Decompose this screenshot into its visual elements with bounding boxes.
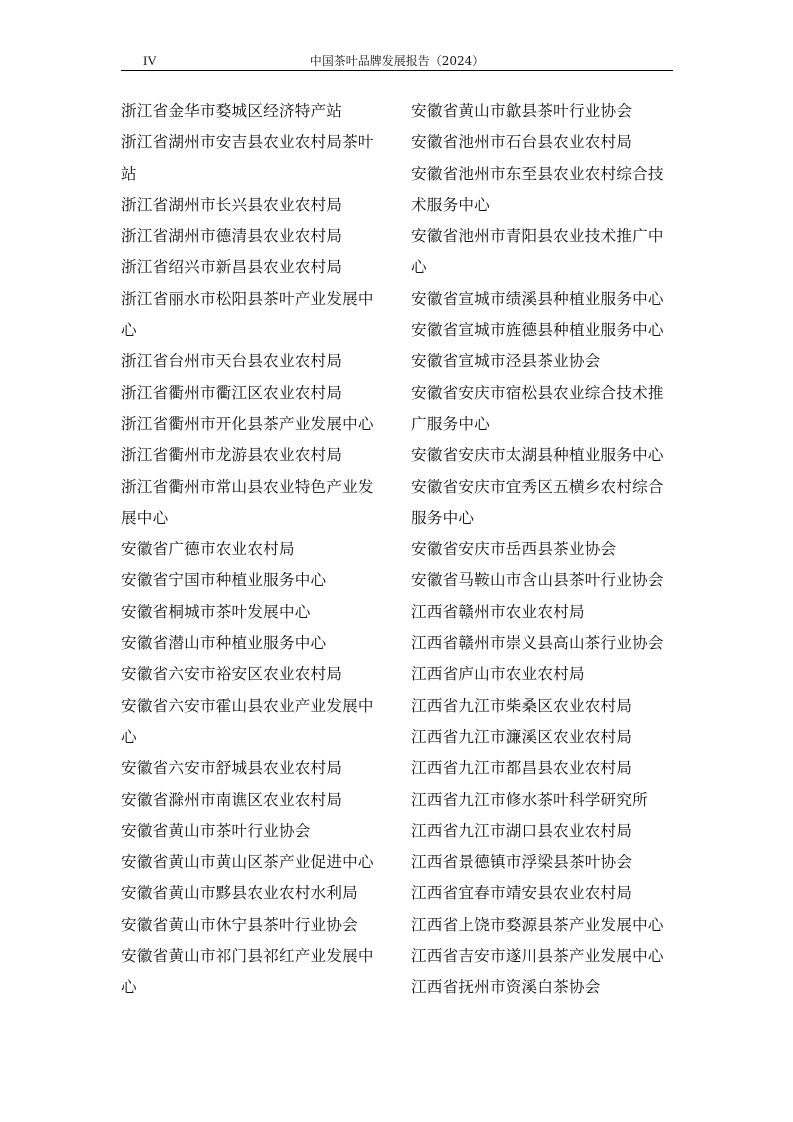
list-item: 安徽省六安市舒城县农业农村局 bbox=[121, 759, 343, 778]
list-item: 江西省景德镇市浮梁县茶叶协会 bbox=[411, 853, 633, 872]
list-item: 浙江省台州市天台县农业农村局 bbox=[121, 352, 343, 371]
list-item: 浙江省衢州市开化县茶产业发展中心 bbox=[121, 414, 374, 433]
list-item: 江西省九江市湖口县农业农村局 bbox=[411, 821, 633, 840]
list-item: 江西省九江市修水茶叶科学研究所 bbox=[411, 790, 648, 809]
list-item: 安徽省安庆市太湖县种植业服务中心 bbox=[411, 446, 664, 465]
list-item: 江西省宜春市靖安县农业农村局 bbox=[411, 884, 633, 903]
list-item: 安徽省六安市裕安区农业农村局 bbox=[121, 665, 343, 684]
list-item: 安徽省安庆市宜秀区五横乡农村综合服务中心 bbox=[411, 477, 664, 527]
list-item: 安徽省池州市青阳县农业技术推广中心 bbox=[411, 227, 664, 277]
list-item: 安徽省广德市农业农村局 bbox=[121, 540, 295, 559]
right-column-list bbox=[411, 96, 679, 1004]
list-item: 安徽省黄山市休宁县茶叶行业协会 bbox=[121, 915, 358, 934]
list-item: 安徽省黄山市祁门县祁红产业发展中心 bbox=[121, 947, 374, 997]
list-item: 江西省上饶市婺源县茶产业发展中心 bbox=[411, 915, 664, 934]
list-item: 浙江省绍兴市新昌县农业农村局 bbox=[121, 258, 343, 277]
list-item: 江西省抚州市资溪白茶协会 bbox=[411, 978, 601, 997]
list-item: 浙江省丽水市松阳县茶叶产业发展中心 bbox=[121, 289, 374, 340]
list-item: 安徽省黄山市黟县农业农村水利局 bbox=[121, 884, 358, 903]
list-item: 安徽省池州市东至县农业农村综合技术服务中心 bbox=[411, 164, 664, 214]
list-item: 安徽省六安市霍山县农业产业发展中心 bbox=[121, 696, 374, 746]
list-item: 安徽省马鞍山市含山县茶叶行业协会 bbox=[411, 571, 664, 590]
list-item: 浙江省衢州市龙游县农业农村局 bbox=[121, 446, 343, 465]
running-title: 中国茶叶品牌发展报告（2024） bbox=[309, 54, 485, 68]
list-item: 安徽省宣城市泾县茶业协会 bbox=[411, 352, 601, 371]
list-item: 安徽省潜山市种植业服务中心 bbox=[121, 634, 327, 653]
list-item: 江西省吉安市遂川县茶产业发展中心 bbox=[411, 947, 664, 966]
list-item: 江西省庐山市农业农村局 bbox=[411, 665, 585, 684]
list-item: 浙江省衢州市衢江区农业农村局 bbox=[121, 383, 343, 402]
list-item: 浙江省湖州市长兴县农业农村局 bbox=[121, 195, 343, 214]
list-item: 浙江省湖州市德清县农业农村局 bbox=[121, 227, 343, 246]
list-item: 江西省赣州市崇义县高山茶行业协会 bbox=[411, 634, 664, 653]
list-item: 安徽省滁州市南谯区农业农村局 bbox=[121, 790, 343, 809]
left-column-list bbox=[121, 96, 389, 1004]
list-item: 安徽省宁国市种植业服务中心 bbox=[121, 571, 327, 590]
list-item: 安徽省宣城市绩溪县种植业服务中心 bbox=[411, 289, 664, 308]
list-item: 安徽省黄山市歙县茶叶行业协会 bbox=[411, 102, 633, 120]
list-item: 安徽省黄山市黄山区茶产业促进中心 bbox=[121, 853, 374, 872]
list-item: 浙江省湖州市安吉县农业农村局茶叶站 bbox=[121, 133, 374, 183]
list-item: 江西省九江市都昌县农业农村局 bbox=[411, 759, 633, 778]
list-item: 江西省九江市濂溪区农业农村局 bbox=[411, 727, 633, 746]
list-item: 安徽省池州市石台县农业农村局 bbox=[411, 133, 633, 152]
list-item: 江西省赣州市农业农村局 bbox=[411, 602, 585, 621]
list-item: 江西省九江市柴桑区农业农村局 bbox=[411, 696, 633, 715]
list-item: 安徽省安庆市宿松县农业综合技术推广服务中心 bbox=[411, 383, 664, 433]
page-header bbox=[121, 50, 673, 71]
list-item: 安徽省黄山市茶叶行业协会 bbox=[121, 821, 311, 840]
page-number: IV bbox=[143, 53, 157, 68]
list-item: 安徽省安庆市岳西县茶业协会 bbox=[411, 540, 617, 559]
list-item: 浙江省衢州市常山县农业特色产业发展中心 bbox=[121, 477, 374, 527]
list-item: 安徽省桐城市茶叶发展中心 bbox=[121, 602, 311, 621]
list-item: 安徽省宣城市旌德县种植业服务中心 bbox=[411, 321, 664, 340]
list-item: 浙江省金华市婺城区经济特产站 bbox=[121, 102, 343, 120]
